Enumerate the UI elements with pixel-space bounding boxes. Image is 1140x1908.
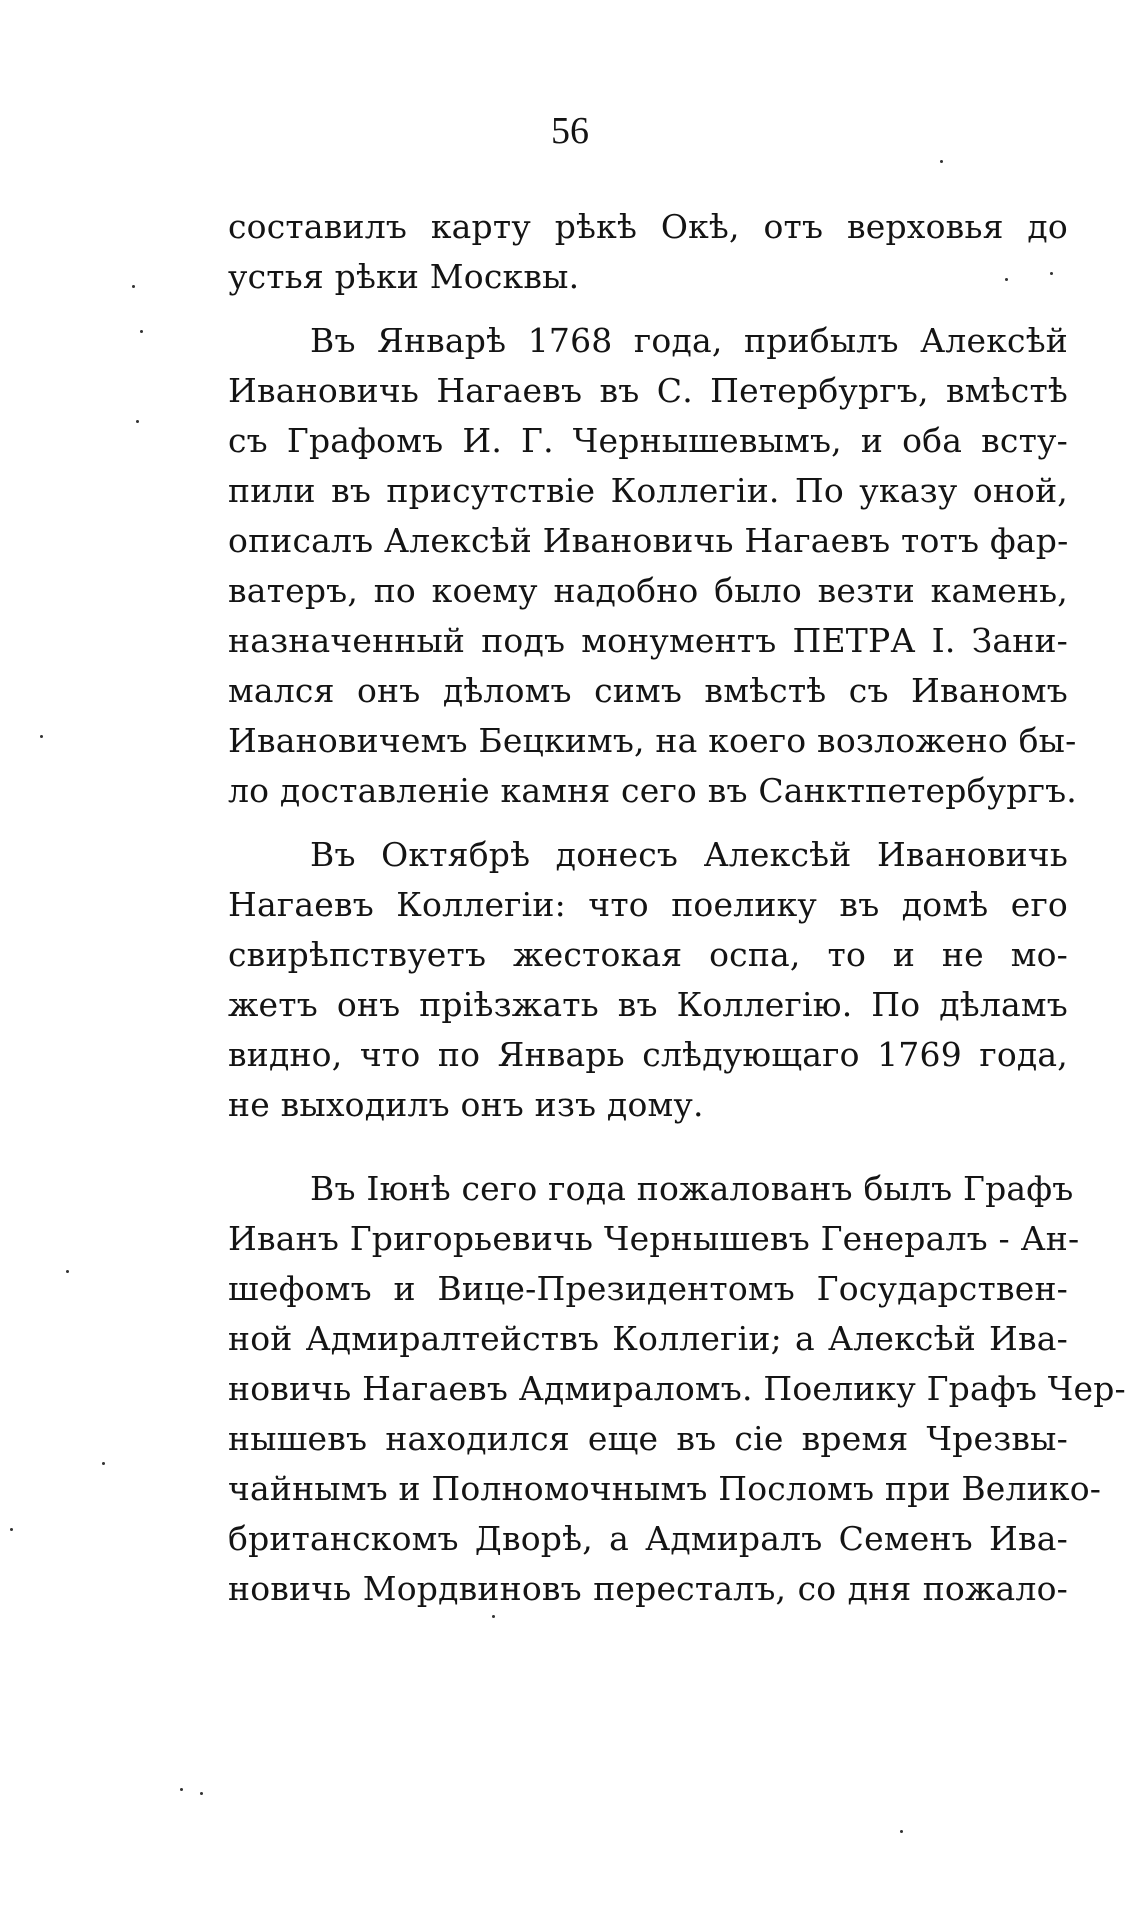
text-line: нышевъ находился еще въ сіе время Чрезвы-	[228, 1419, 1068, 1458]
scan-speck	[200, 1792, 203, 1795]
text-line: видно, что по Январь слѣдующаго 1769 года,	[228, 1035, 1068, 1074]
scan-speck	[180, 1788, 183, 1791]
text-line: ло доставленіе камня сего въ Санктпетербургъ.	[228, 771, 1077, 810]
text-line: Въ Январѣ 1768 года, прибылъ Алексѣй	[310, 321, 1068, 360]
scan-speck	[1050, 272, 1053, 275]
page-number: 56	[551, 110, 589, 152]
text-line: Въ Октябрѣ донесъ Алексѣй Ивановичь	[310, 835, 1068, 874]
scan-speck	[66, 1270, 69, 1273]
text-line: назначенный подъ монументъ ПЕТРА I. Зани-	[228, 621, 1068, 660]
text-line: съ Графомъ И. Г. Чернышевымъ, и оба всту-	[228, 421, 1068, 460]
text-line: ватеръ, по коему надобно было везти камень,	[228, 571, 1068, 610]
text-line: Нагаевъ Коллегіи: что поелику въ домѣ его	[228, 885, 1068, 924]
paragraph	[228, 316, 1077, 816]
scan-speck	[102, 1462, 105, 1465]
text-line: британскомъ Дворѣ, а Адмиралъ Семенъ Ива-	[228, 1519, 1068, 1558]
text-line: Ивановичь Нагаевъ въ С. Петербургъ, вмѣстѣ	[228, 371, 1068, 410]
scan-speck	[492, 1615, 495, 1618]
text-line: составилъ карту рѣкѣ Окѣ, отъ верховья до	[228, 207, 1068, 246]
scan-speck	[10, 1528, 13, 1531]
text-line: устья рѣки Москвы.	[228, 257, 580, 296]
paragraph	[228, 1164, 1126, 1614]
scan-speck	[40, 735, 43, 738]
text-line: мался онъ дѣломъ симъ вмѣстѣ съ Иваномъ	[228, 671, 1068, 710]
text-line: ной Адмиралтействъ Коллегіи; а Алексѣй Ива-	[228, 1319, 1068, 1358]
text-line: новичь Нагаевъ Адмираломъ. Поелику Графъ Чер-	[228, 1369, 1126, 1408]
scan-speck	[136, 420, 139, 423]
text-line: Въ Іюнѣ сего года пожалованъ былъ Графъ	[310, 1169, 1074, 1208]
text-line: не выходилъ онъ изъ дому.	[228, 1085, 704, 1124]
text-line: Иванъ Григорьевичь Чернышевъ Генералъ - Ан-	[228, 1219, 1080, 1258]
body-text	[228, 202, 1126, 1614]
paragraph	[228, 202, 1068, 302]
scan-speck	[140, 330, 143, 333]
text-line: шефомъ и Вице-Президентомъ Государствен-	[228, 1269, 1068, 1308]
text-line: свирѣпствуетъ жестокая оспа, то и не мо-	[228, 935, 1068, 974]
text-line: описалъ Алексѣй Ивановичь Нагаевъ тотъ фар-	[228, 521, 1069, 560]
text-line: жетъ онъ пріѣзжать въ Коллегію. По дѣламъ	[228, 985, 1068, 1024]
text-line: пили въ присутствіе Коллегіи. По указу оной,	[228, 471, 1068, 510]
scan-speck	[1005, 278, 1008, 281]
scan-speck	[132, 285, 135, 288]
scan-speck	[940, 160, 943, 163]
text-line: Ивановичемъ Бецкимъ, на коего возложено бы-	[228, 721, 1077, 760]
paragraph	[228, 830, 1068, 1130]
scan-speck	[900, 1830, 903, 1833]
text-line: чайнымъ и Полномочнымъ Посломъ при Велико-	[228, 1469, 1102, 1508]
text-line: новичь Мордвиновъ пересталъ, со дня пожало-	[228, 1569, 1068, 1608]
